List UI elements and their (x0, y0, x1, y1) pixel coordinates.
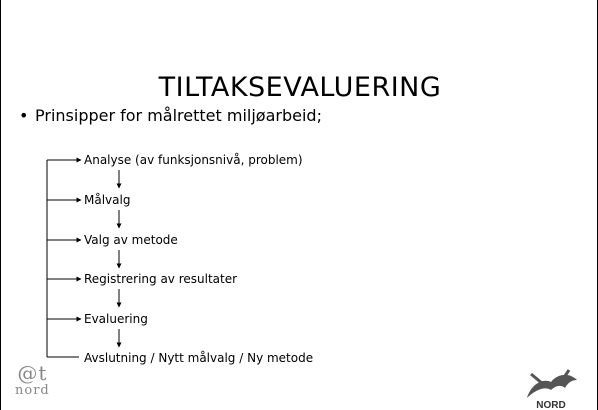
flow-step-analyse: Analyse (av funksjonsnivå, problem) (84, 153, 303, 167)
flow-step-avslutning: Avslutning / Nytt målvalg / Ny metode (84, 351, 314, 365)
flow-step-registrering: Registrering av resultater (84, 272, 238, 286)
nord-logo (521, 360, 581, 410)
flow-step-metode: Valg av metode (84, 233, 178, 247)
flow-step-evaluering: Evaluering (84, 312, 148, 326)
at-nord-logo (15, 361, 50, 400)
logo-line-2: nord (15, 383, 50, 398)
bullet-text: Prinsipper for målrettet miljøarbeid; (35, 106, 322, 125)
slide-title: TILTAKSEVALUERING (158, 72, 442, 103)
logo-line-1: @t (17, 361, 48, 385)
nord-logo-text: NORD (536, 400, 566, 410)
flow-step-malvalg: Målvalg (84, 193, 131, 207)
bullet-marker: • (19, 106, 29, 125)
